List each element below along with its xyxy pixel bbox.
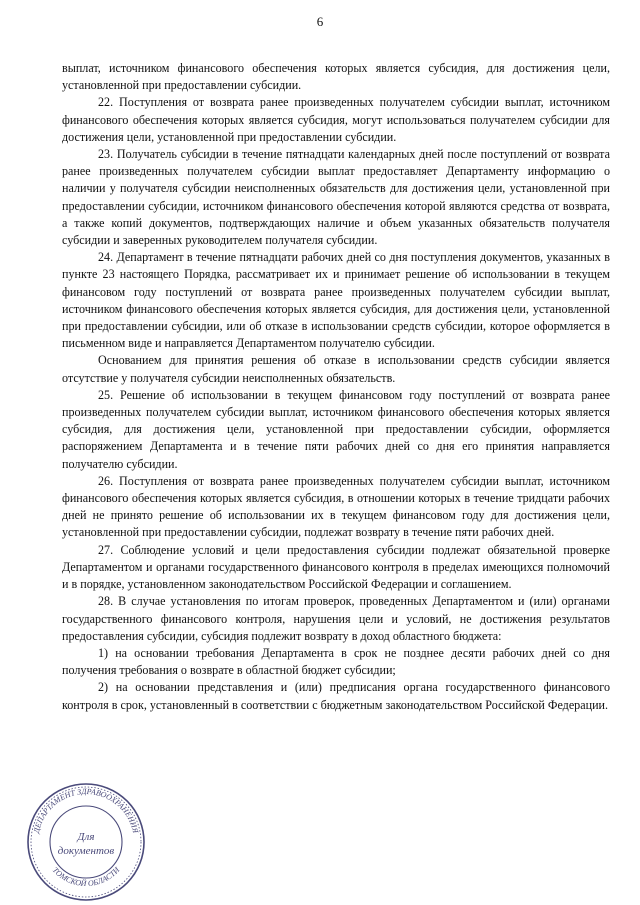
paragraph: выплат, источником финансового обеспечения которых является субсидия, для достижения цели, установленной при предоставлении субсидии. xyxy=(62,61,610,93)
paragraph-28: 28. В случае установления по итогам проверок, проведенных Департаментом и (или) органами государственного финансового контроля, нарушения цели и условий, не достижения результатов предоставления субсидии, субсидия подлежит возврату в доход областного бюджета: xyxy=(62,594,610,643)
stamp-ring-bottom-text: ТОМСКОЙ ОБЛАСТИ xyxy=(50,865,122,889)
paragraph-24: 24. Департамент в течение пятнадцати рабочих дней со дня поступления документов, указанных в пункте 23 настоящего Порядка, рассматривает их и принимает решение об использовании в текущем финансовом году поступлений от возврата ранее произведенных получателем субсидии выплат, источником финансового обеспечения которых является субсидия, для достижения цели, установленной при предоставлении субсидии, или об отказе в использовании средств субсидии, которое оформляется в письменном виде и направляется Департаментом получателю субсидии. xyxy=(62,250,610,351)
document-body xyxy=(62,60,610,714)
paragraph-23: 23. Получатель субсидии в течение пятнадцати календарных дней после поступлений от возврата ранее произведенных получателем субсидии выплат предоставляет Департаменту информацию о наличии у получателя субсидии неисполненных обязательств для достижения цели, установленной при предоставлении субсидии, источником финансового обеспечения которой являются средства от возврата, а также копий документов, подтверждающих наличие и объем указанных обязательств получателя субсидии и заверенных руководителем получателя субсидии. xyxy=(62,147,610,248)
stamp-center-line2: документов xyxy=(57,845,115,857)
department-stamp xyxy=(24,780,148,904)
stamp-ring-top-text: ДЕПАРТАМЕНТ ЗДРАВООХРАНЕНИЯ xyxy=(31,786,141,834)
paragraph-25: 25. Решение об использовании в текущем финансовом году поступлений от возврата ранее произведенных получателем субсидии выплат, источником финансового обеспечения которых является субсидия, для достижения цели, установленной при предоставлении субсидии, оформляется распоряжением Департамента и в течение пяти рабочих дней со дня его принятия направляется получателю субсидии. xyxy=(62,387,610,471)
paragraph-28-item-1: 1) на основании требования Департамента в срок не позднее десяти рабочих дней со дня получения требования о возврате в областной бюджет субсидии; xyxy=(62,645,610,678)
paragraph-26: 26. Поступления от возврата ранее произведенных получателем субсидии выплат, источником финансового обеспечения которых является субсидия, в отношении которых в течение тридцати рабочих дней не принято решение об использовании их в текущем финансовом году для достижения цели, установленной при предоставлении субсидии, подлежат возврату в течение пяти рабочих дней. xyxy=(62,473,610,540)
paragraph-24-refusal-basis: Основанием для принятия решения об отказе в использовании средств субсидии является отсутствие у получателя субсидии неисполненных обязательств. xyxy=(62,353,610,385)
paragraph-22: 22. Поступления от возврата ранее произведенных получателем субсидии выплат, источником финансового обеспечения которых является субсидия, могут использоваться получателем субсидии для достижения цели, установленной при предоставлении субсидии. xyxy=(62,95,610,144)
paragraph-27: 27. Соблюдение условий и цели предоставления субсидии подлежат обязательной проверке Департаментом и органами государственного финансового контроля в пределах имеющихся полномочий и в порядке, установленном законодательством Российской Федерации и соглашением. xyxy=(62,542,610,592)
stamp-center-line1: Для xyxy=(77,831,95,843)
paragraph-28-item-2: 2) на основании представления и (или) предписания органа государственного финансового контроля в срок, установленный в соответствии с бюджетным законодательством Российской Федерации. xyxy=(62,680,610,712)
page-number: 6 xyxy=(316,14,324,29)
